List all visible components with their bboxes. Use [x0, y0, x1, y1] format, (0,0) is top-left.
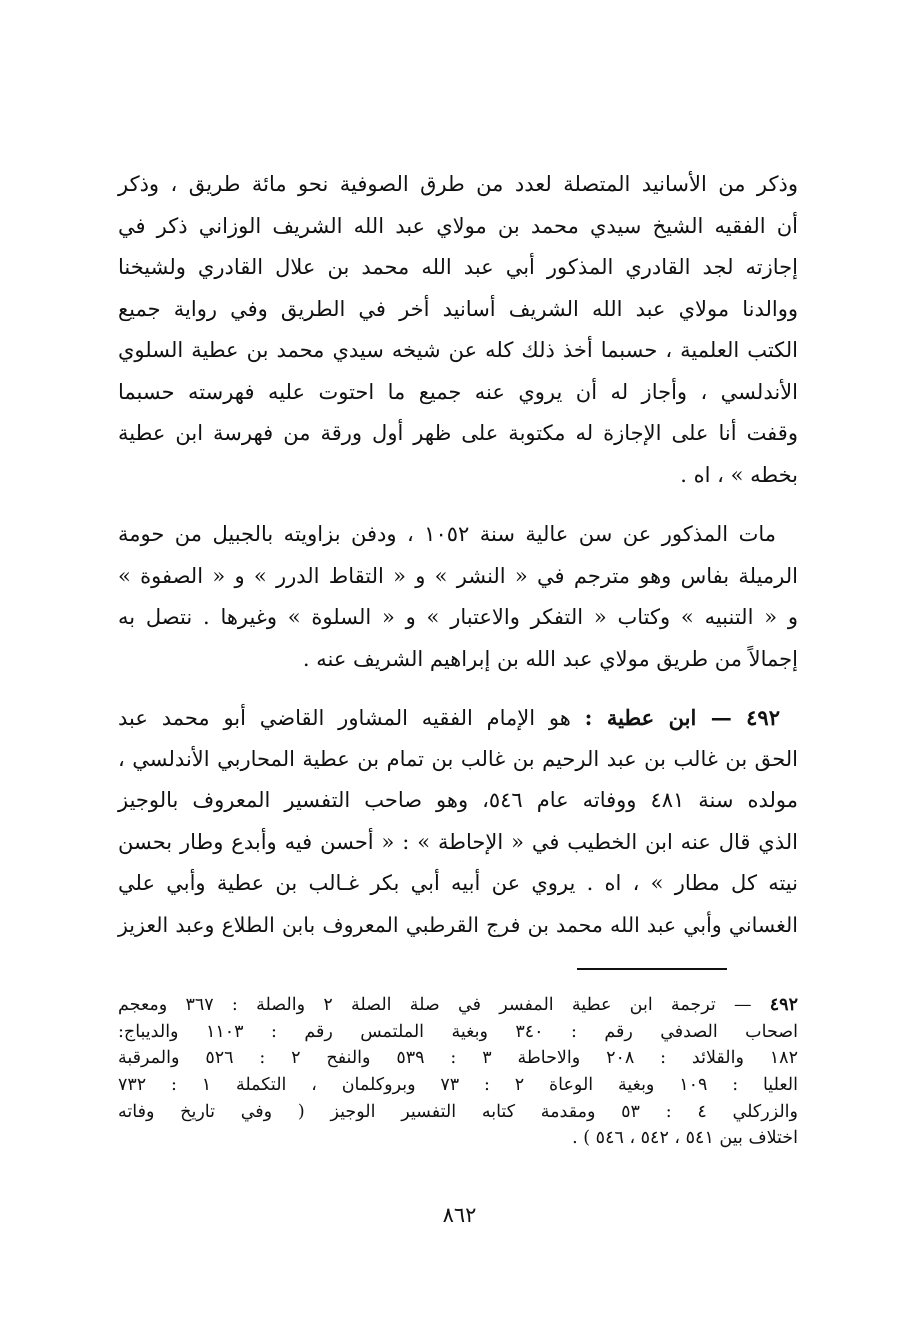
text-line: بخطه » ، اه . — [680, 462, 798, 487]
text-line: وقفت أنا على الإجازة له مكتوبة على ظهر أول ورقة من فهرسة ابن عطية — [118, 421, 798, 445]
paragraph-death-notice — [118, 514, 798, 680]
text-line: الكتب العلمية ، حسبما أخذ ذلك كله عن شيخه سيدي محمد بن عطية السلوي — [118, 338, 798, 362]
entry-text: هو الإمام الفقيه المشاور القاضي أبو محمد عبد — [118, 706, 571, 730]
footnote-number: ٤٩٢ — [769, 995, 798, 1015]
text-line: إجازته لجد القادري المذكور أبي عبد الله محمد بن علال القادري ولشيخنا — [118, 255, 798, 279]
text-line: الغساني وأبي عبد الله محمد بن فرج القرطبي المعروف بابن الطلاع وعبد العزيز — [118, 912, 798, 937]
paragraph-continuation — [118, 164, 798, 496]
footnote-divider — [577, 968, 727, 970]
text-line: الأندلسي ، وأجاز له أن يروي عنه جميع ما احتوت عليه فهرسته حسبما — [118, 379, 798, 404]
footnote-line: ١٨٢ والقلائد : ٢٠٨ والاحاطة ٣ : ٥٣٩ والنفح ٢ : ٥٢٦ والمرقبة — [118, 1048, 798, 1069]
footnote-first-line — [118, 992, 798, 1019]
footnote-line: اصحاب الصدفي رقم : ٣٤٠ وبغية الملتمس رقم : ١١٠٣ والديباج: — [118, 1021, 798, 1042]
text-line: و « التنبيه » وكتاب « التفكر والاعتبار » و « السلوة » وغيرها . نتصل به — [118, 605, 798, 629]
text-line: إجمالاً من طريق مولاي عبد الله بن إبراهيم الشريف عنه . — [302, 646, 798, 671]
text-line: الذي قال عنه ابن الخطيب في « الإحاطة » : « أحسن فيه وأبدع وطار بحسن — [118, 829, 798, 854]
text-line: أن الفقيه الشيخ سيدي محمد بن مولاي عبد الله الشريف الوزاني ذكر في — [118, 213, 798, 238]
footnote-line: اختلاف بين ٥٤١ ، ٥٤٢ ، ٥٤٦ ) . — [572, 1128, 798, 1149]
page-number: ٨٦٢ — [442, 1203, 477, 1227]
entry-first-line — [118, 697, 798, 739]
biography-entry-492 — [118, 697, 798, 946]
text-line: الرميلة بفاس وهو مترجم في « النشر » و « التقاط الدرر » و « الصفوة » — [118, 563, 798, 588]
text-line: الحق بن غالب بن عبد الرحيم بن غالب بن تمام بن عطية المحاربي الأندلسي ، — [118, 746, 798, 771]
footnote-line: العليا : ١٠٩ وبغية الوعاة ٢ : ٧٣ وبروكلمان ، التكملة ١ : ٧٣٢ — [118, 1075, 799, 1096]
text-line: مات المذكور عن سن عالية سنة ١٠٥٢ ، ودفن بزاويته بالجبيل من حومة — [118, 522, 776, 546]
footnote — [118, 992, 798, 1152]
entry-heading: ٤٩٢ — ابن عطية : — [584, 705, 780, 730]
text-line: ووالدنا مولاي عبد الله الشريف أسانيد أخر في الطريق وفي رواية جميع — [118, 296, 798, 321]
text-line: نيته كل مطار » ، اه . يروي عن أبيه أبي بكر غـالب بن عطية وأبي علي — [118, 871, 798, 895]
footnote-text: — ترجمة ابن عطية المفسر في صلة الصلة ٢ والصلة : ٣٦٧ ومعجم — [118, 995, 752, 1015]
text-line: وذكر من الأسانيد المتصلة لعدد من طرق الصوفية نحو مائة طريق ، وذكر — [118, 172, 798, 196]
text-line: مولده سنة ٤٨١ ووفاته عام ٥٤٦، وهو صاحب التفسير المعروف بالوجيز — [118, 788, 798, 812]
footnote-line: والزركلي ٤ : ٥٣ ومقدمة كتابه التفسير الوجيز ( وفي تاريخ وفاته — [118, 1101, 798, 1122]
